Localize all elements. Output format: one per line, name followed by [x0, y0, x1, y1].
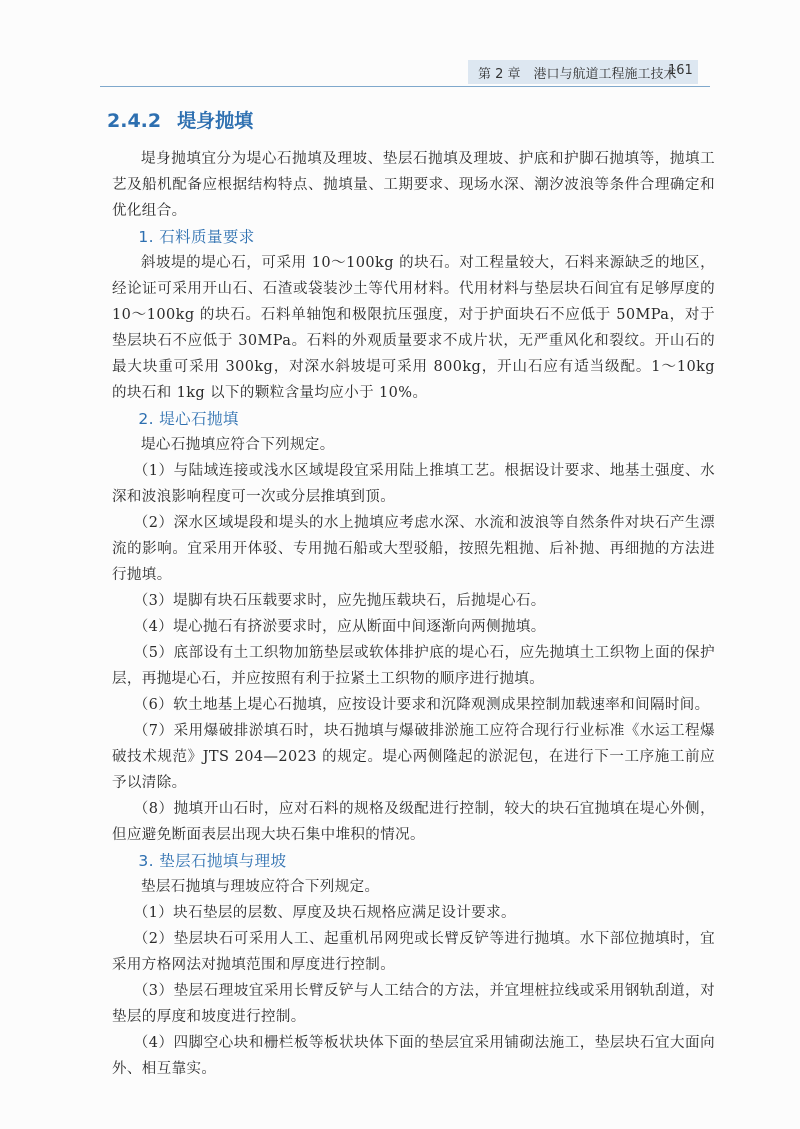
- paragraph: 斜坡堤的堤心石，可采用 10～100kg 的块石。对工程量较大，石料来源缺乏的地区，经论证可采用开山石、石渣或袋装沙土等代用材料。代用材料与垫层块石间宜有足够厚度的 10～100kg 的块石。石料单轴饱和极限抗压强度，对于护面块石不应低于 50MPa，对于垫层块石不应低于 30MPa。石料的外观质量要求不成片状，无严重风化和裂纹。开山石的最大块重可采用 300kg，对深水斜坡堤可采用 800kg，开山石应有适当级配。1～10kg 的块石和 1kg 以下的颗粒含量均应小于 10%。: [112, 255, 715, 401]
- chapter-title: 第 2 章 港口与航道工程施工技术: [478, 67, 677, 82]
- list-item: （6）软土地基上堤心石抛填，应按设计要求和沉降观测成果控制加载速率和间隔时间。: [133, 697, 710, 713]
- list-item: （1）块石垫层的层数、厚度及块石规格应满足设计要求。: [133, 905, 516, 921]
- subsection-heading-2: 2. 堤心石抛填: [138, 410, 239, 428]
- list-item: （2）垫层块石可采用人工、起重机吊网兜或长臂反铲等进行抛填。水下部位抛填时，宜采用方格网法对抛填范围和厚度进行控制。: [112, 931, 715, 973]
- list-item: （7）采用爆破排淤填石时，块石抛填与爆破排淤施工应符合现行行业标准《水运工程爆破技术规范》JTS 204—2023 的规定。堤心两侧隆起的淤泥包，在进行下一工序施工前应予以清除。: [112, 723, 715, 791]
- list-item: （2）深水区域堤段和堤头的水上抛填应考虑水深、水流和波浪等自然条件对块石产生漂流的影响。宜采用开体驳、专用抛石船或大型驳船，按照先粗抛、后补抛、再细抛的方法进行抛填。: [112, 515, 715, 583]
- lead-paragraph: 垫层石抛填与理坡应符合下列规定。: [141, 879, 380, 895]
- list-item: （8）抛填开山石时，应对石料的规格及级配进行控制，较大的块石宜抛填在堤心外侧，但应避免断面表层出现大块石集中堆积的情况。: [112, 801, 715, 843]
- subsection-heading-3: 3. 垫层石抛填与理坡: [138, 852, 287, 870]
- list-item: （4）四脚空心块和栅栏板等板状块体下面的垫层宜采用铺砌法施工，垫层块石宜大面向外、相互靠实。: [112, 1035, 715, 1077]
- subsection-heading-1: 1. 石料质量要求: [138, 228, 255, 246]
- list-item: （1）与陆域连接或浅水区域堤段宜采用陆上推填工艺。根据设计要求、地基土强度、水深和波浪影响程度可一次或分层推填到顶。: [112, 463, 715, 505]
- list-item: （3）垫层石理坡宜采用长臂反铲与人工结合的方法，并宜埋桩拉线或采用钢轨刮道，对垫层的厚度和坡度进行控制。: [112, 983, 715, 1025]
- lead-paragraph: 堤心石抛填应符合下列规定。: [141, 437, 335, 453]
- body-text: [112, 146, 715, 1082]
- section-title: 堤身抛填: [177, 110, 254, 132]
- section-number: 2.4.2: [107, 110, 162, 132]
- list-item: （3）堤脚有块石压载要求时，应先抛压载块石，后抛堤心石。: [133, 593, 546, 609]
- running-header: [0, 60, 800, 86]
- list-item: （5）底部设有土工织物加筋垫层或软体排护底的堤心石，应先抛填土工织物上面的保护层，再抛堤心石，并应按照有利于拉紧土工织物的顺序进行抛填。: [112, 645, 715, 687]
- section-heading: [107, 106, 253, 133]
- list-item: （4）堤心抛石有挤淤要求时，应从断面中间逐渐向两侧抛填。: [133, 619, 546, 635]
- header-rule: [100, 86, 710, 87]
- intro-paragraph: 堤身抛填宜分为堤心石抛填及理坡、垫层石抛填及理坡、护底和护脚石抛填等，抛填工艺及船机配备应根据结构特点、抛填量、工期要求、现场水深、潮汐波浪等条件合理确定和优化组合。: [112, 151, 715, 219]
- page-number: 161: [668, 63, 693, 78]
